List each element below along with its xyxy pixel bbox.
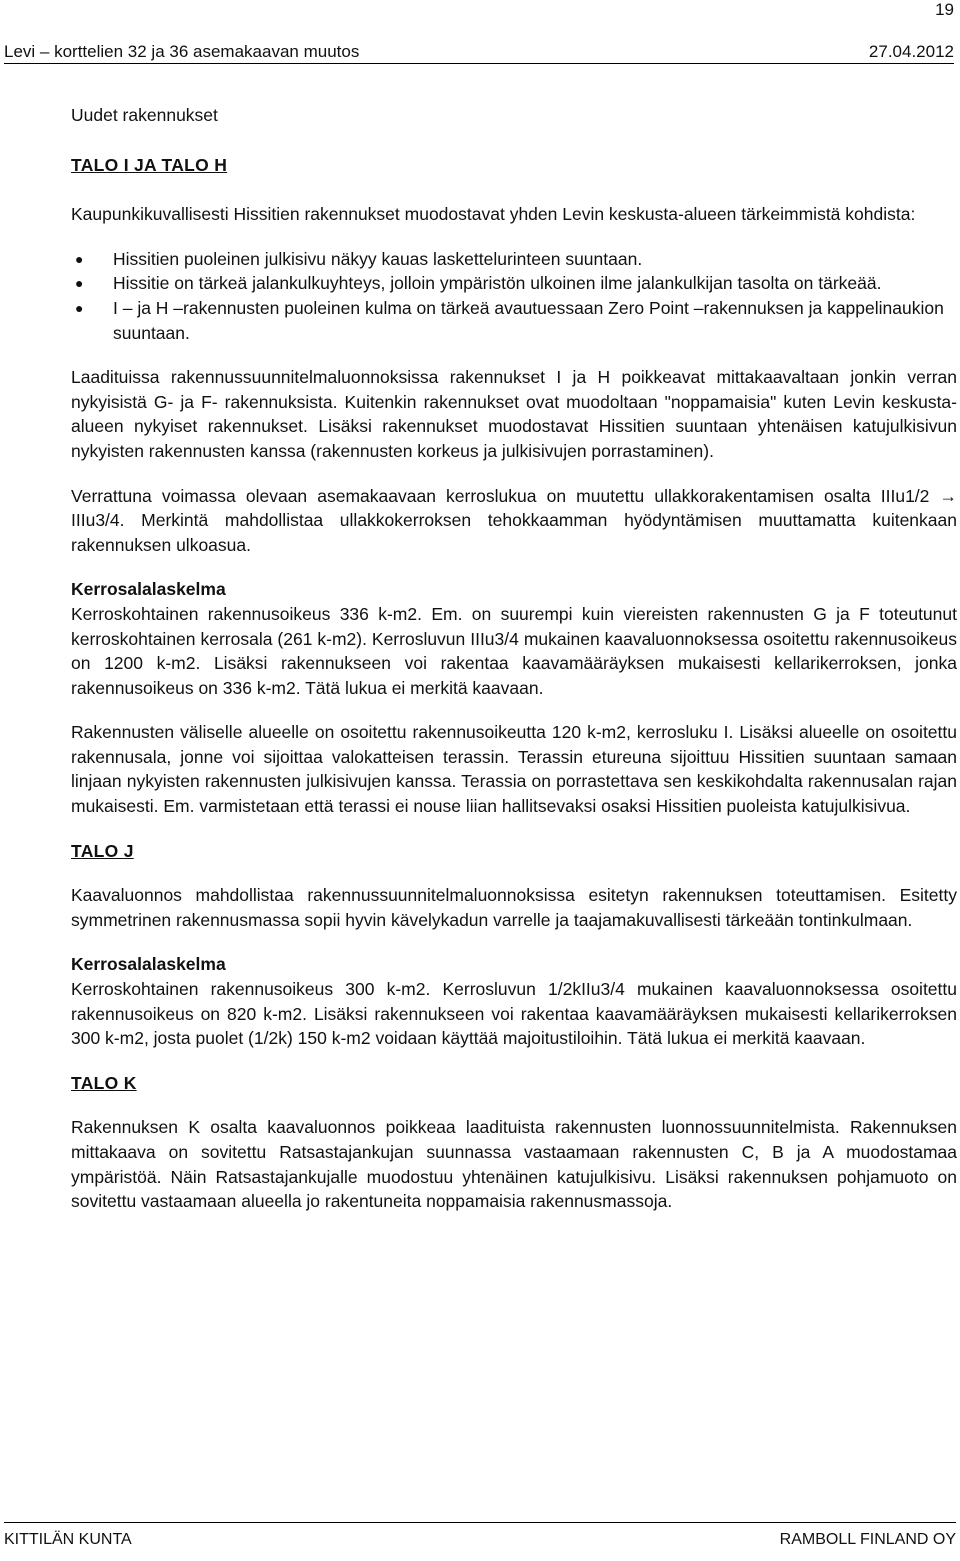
list-item-text: I – ja H –rakennusten puoleinen kulma on tärkeä avautuessaan Zero Point –rakennuksen ja kappelinaukion suuntaan. <box>113 297 944 343</box>
bullet-icon: ● <box>75 275 84 292</box>
heading-talo-k: TALO K <box>71 1072 137 1093</box>
list-item <box>71 296 957 345</box>
paragraph-intro: Kaupunkikuvallisesti Hissitien rakennukset muodostavat yhden Levin keskusta-alueen tärkeimmistä kohdista: <box>71 204 916 225</box>
subheading-kerrosalalaskelma: Kerrosalalaskelma <box>71 579 226 600</box>
paragraph-rakennusten: Rakennusten väliselle alueelle on osoitettu rakennusoikeutta 120 k-m2, kerrosluku I. Lisäksi alueelle on osoitettu rakennusala, jonne voi sijoittaa valokatteisen terassin. Terassin etureuna sijoittuu Hissitien suuntaan samaan linjaan nykyisten rakennusten julkisivujen kanssa. Terassia on porrastettava sen keskikohdalta rakennusalan rajan mukaisesti. Em. varmistetaan että terassi ei nouse liian hallitsevaksi osaksi Hissitien puoleista katujulkisivua. <box>71 722 957 817</box>
paragraph-laadituissa: Laadituissa rakennussuunnitelmaluonnoksissa rakennukset I ja H poikkeavat mittakaavaltaan jonkin verran nykyisistä G- ja F- rakennuksista. Kuitenkin rakennukset ovat muodoltaan "noppamaisia" kuten Levin keskusta-alueen nykyiset rakennukset. Lisäksi rakennukset muodostavat Hissitien suuntaan yhtenäisen katujulkisivun nykyisten rakennusten kanssa (rakennusten korkeus ja julkisivujen porrastaminen). <box>71 367 957 461</box>
paragraph-talo-k: Rakennuksen K osalta kaavaluonnos poikkeaa laadituista rakennusten luonnossuunnitelmista. Rakennuksen mittakaava on sovitettu Ratsastajankujan suunnassa vastaamaan rakennusten C, B ja A muodostamaa ympäristöä. Näin Ratsastajankujalle muodostuu yhtenäinen katujulkisivu. Lisäksi rakennuksen pohjamuoto on sovitettu vastaamaan alueella jo rakentuneita noppamaisia rakennusmassoja. <box>71 1117 957 1212</box>
heading-talo-i-h: TALO I JA TALO H <box>71 154 228 175</box>
paragraph-kerrosala-1: Kerroskohtainen rakennusoikeus 336 k-m2. Em. on suurempi kuin viereisten rakennusten G ja F toteutunut kerroskohtainen kerrosala (261 k-m2). Kerrosluvun IIIu3/4 mukainen kaavaluonnoksessa osoitettu rakennusoikeus on 1200 k-m2. Lisäksi rakennukseen voi rakentaa kaavamääräyksen mukaisesti kellarikerroksen, jonka rakennusoikeus on 336 k-m2. Tätä lukua ei merkitä kaavaan. <box>71 603 957 698</box>
subheading-kerrosalalaskelma-2: Kerrosalalaskelma <box>71 954 226 975</box>
paragraph-verrattuna: Verrattuna voimassa olevaan asemakaavaan kerroslukua on muutettu ullakkorakentamisen osalta IIIu1/2 → IIIu3/4. Merkintä mahdollistaa ullakkokerroksen tehokkaamman hyödyntämisen muuttamatta kuitenkaan rakennuksen ulkoasua. <box>71 485 957 555</box>
running-header <box>4 40 954 64</box>
header-title: Levi – korttelien 32 ja 36 asemakaavan muutos <box>4 42 360 61</box>
bullet-list <box>71 247 957 345</box>
list-item-text: Hissitien puoleinen julkisivu näkyy kauas laskettelurinteen suuntaan. <box>113 248 643 269</box>
paragraph-kerrosala-2: Kerroskohtainen rakennusoikeus 300 k-m2. Kerrosluvun 1/2kIIu3/4 mukainen kaavaluonnoksessa osoitettu rakennusoikeus on 820 k-m2. Lisäksi rakennukseen voi rakentaa kaavamääräyksen mukaisesti kellarikerroksen 300 k-m2, josta puolet (1/2k) 150 k-m2 voidaan käyttää majoitustiloihin. Tätä lukua ei merkitä kaavaan. <box>71 979 957 1049</box>
page-number: 19 <box>935 0 954 19</box>
list-item <box>71 247 957 272</box>
footer-right: RAMBOLL FINLAND OY <box>779 1531 956 1548</box>
section-title: Uudet rakennukset <box>71 105 218 125</box>
bullet-icon: ● <box>75 299 84 316</box>
document-body <box>71 103 957 1214</box>
paragraph-talo-j: Kaavaluonnos mahdollistaa rakennussuunnitelmaluonnoksissa esitetyn rakennuksen toteuttamisen. Esitetty symmetrinen rakennusmassa sopii hyvin kävelykadun varrelle ja taajamakuvallisesti tärkeään tontinkulmaan. <box>71 885 957 930</box>
list-item <box>71 271 957 296</box>
header-date: 27.04.2012 <box>868 42 954 61</box>
footer-left: KITTILÄN KUNTA <box>4 1531 132 1548</box>
page-footer <box>4 1522 956 1561</box>
bullet-icon: ● <box>75 250 84 267</box>
heading-talo-j: TALO J <box>71 840 134 861</box>
list-item-text: Hissitie on tärkeä jalankulkuyhteys, jolloin ympäristön ulkoinen ilme jalankulkijan tasolta on tärkeää. <box>113 273 882 294</box>
